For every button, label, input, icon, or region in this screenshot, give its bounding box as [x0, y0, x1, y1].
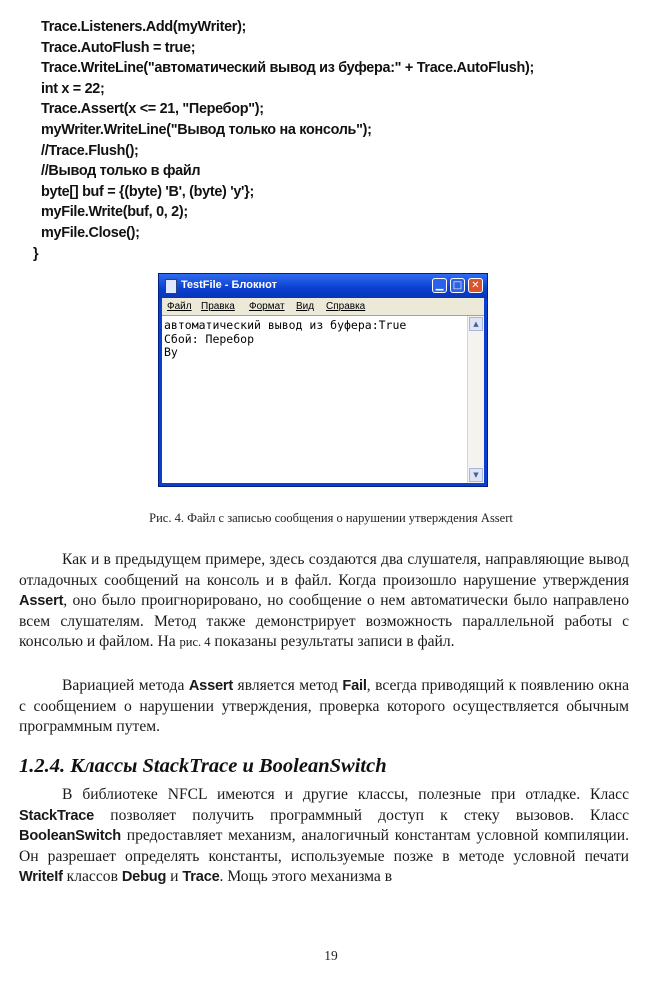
code-line: Trace.Listeners.Add(myWriter);: [41, 19, 247, 35]
editor-line: Сбой: Перебор: [164, 331, 255, 346]
code-line: //Вывод только в файл: [41, 163, 201, 180]
window-titlebar[interactable]: [159, 274, 487, 298]
vertical-scrollbar[interactable]: [467, 316, 484, 483]
term-writeif: WriteIf: [19, 869, 63, 886]
editor-line: автоматический вывод из буфера:True: [164, 318, 407, 332]
term-trace: Trace: [182, 869, 220, 886]
page-number: 19: [324, 948, 338, 963]
code-closing-brace: }: [33, 245, 39, 262]
scroll-down-arrow-icon[interactable]: ▼: [469, 468, 483, 482]
term-booleanswitch: BooleanSwitch: [19, 828, 122, 845]
paragraph: Как и в предыдущем примере, здесь создаются два слушателя, направляющие вывод отладочных сообщений на консоль и в файл. Когда произошло нарушение утверждения Assert, оно было проигнорировано, но сообщение о нем автоматически было направлено всем слушателям. Метод также демонстрирует возможность параллельной работы с консолью и файлом. На рис. 4 показаны результаты записи в файл.: [19, 551, 629, 651]
code-line: myFile.Write(buf, 0, 2);: [41, 204, 188, 221]
code-listing: [33, 17, 641, 264]
code-line: Trace.AutoFlush = true;: [41, 39, 196, 56]
code-line: myWriter.WriteLine("Вывод только на консоль");: [41, 121, 372, 138]
code-line: Trace.Assert(x <= 21, "Перебор");: [41, 101, 264, 118]
minimize-button[interactable]: ▁: [432, 278, 447, 293]
notepad-icon: [165, 279, 177, 294]
scroll-up-arrow-icon[interactable]: ▲: [469, 317, 483, 331]
code-line: byte[] buf = {(byte) 'B', (byte) 'y'};: [41, 183, 254, 200]
code-line: int x = 22;: [41, 80, 105, 97]
code-line: myFile.Close();: [41, 224, 140, 241]
text-editor[interactable]: [162, 315, 484, 483]
term-stacktrace: StackTrace: [19, 807, 95, 824]
editor-content: [164, 319, 406, 360]
term-fail: Fail: [342, 678, 367, 694]
paragraph: Вариацией метода Assert является метод Fail, всегда приводящий к появлению окна с сообщением о нарушении утверждения, проверка которого осуществляется обычным программным путем.: [19, 677, 629, 736]
section-heading: 1.2.4. Классы StackTrace и BooleanSwitch: [19, 755, 387, 777]
term-assert: Assert: [188, 678, 234, 694]
maximize-button[interactable]: □: [450, 278, 465, 293]
figure-caption: Рис. 4. Файл с записью сообщения о нарушении утверждения Assert: [149, 511, 513, 525]
menu-bar: [162, 298, 484, 315]
menu-format[interactable]: Формат: [249, 301, 285, 312]
menu-edit[interactable]: Правка: [201, 301, 235, 312]
window-title: TestFile - Блокнот: [181, 279, 277, 291]
menu-file[interactable]: Файл: [167, 301, 192, 312]
term-debug: Debug: [121, 869, 167, 886]
term-assert: Assert: [19, 593, 64, 610]
notepad-window: [158, 273, 488, 487]
code-line: //Trace.Flush();: [41, 142, 139, 159]
code-line: Trace.WriteLine("автоматический вывод из буфера:" + Trace.AutoFlush);: [41, 60, 534, 77]
editor-line: By: [164, 345, 178, 359]
menu-view[interactable]: Вид: [296, 301, 315, 312]
figure-ref: рис. 4: [179, 635, 211, 650]
close-button[interactable]: ✕: [468, 278, 483, 293]
menu-help[interactable]: Справка: [326, 301, 366, 312]
paragraph: В библиотеке NFCL имеются и другие классы, полезные при отладке. Класс StackTrace позволяет получить программный доступ к стеку вызовов. Класс BooleanSwitch предоставляет механизм, аналогичный константам условной компиляции. Он разрешает определять константы, используемые позже в методе условной печати WriteIf классов Debug и Trace. Мощь этого механизма в: [19, 786, 629, 886]
